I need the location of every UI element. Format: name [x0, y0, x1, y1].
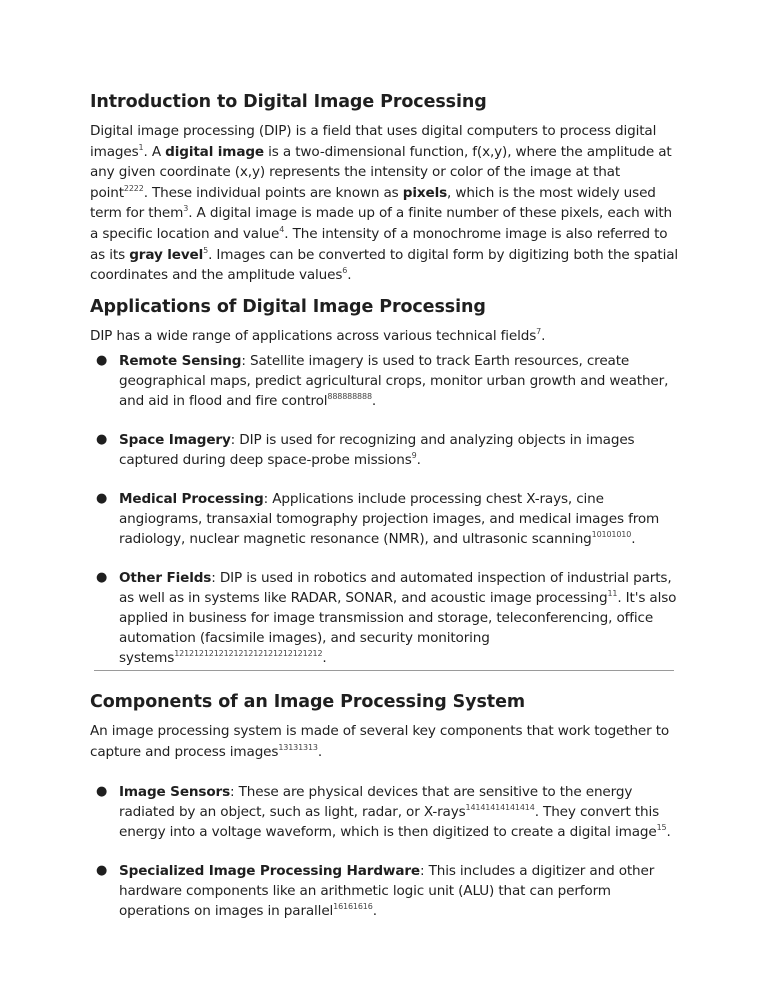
document-page-bottom	[90, 692, 680, 940]
text-run: . A	[143, 143, 166, 160]
text-run: is a two-dimensional function, f(x,y), where the amplitude at any given coordinate (x,y) represents the intensity or color of the image at that point	[90, 143, 672, 201]
list-item	[90, 430, 680, 470]
text-run: .	[541, 327, 546, 344]
footnote-ref[interactable]: 5	[203, 245, 209, 255]
text-run: . Images can be converted to digital form by digitizing both the spatial coordinates and the amplitude values	[90, 246, 679, 284]
bold-term: Other Fields	[119, 570, 212, 587]
list-item	[90, 351, 680, 411]
footnote-ref[interactable]: 888888888	[327, 392, 372, 402]
text-run: : This includes a digitizer and other hardware components like an arithmetic logic unit (ALU) that can perform operations on images in parallel	[119, 863, 655, 920]
footnote-ref[interactable]: 121212121212121212121212121212	[174, 649, 323, 659]
bullet-icon: ●	[96, 570, 108, 586]
list-item	[90, 568, 680, 668]
bullet-icon: ●	[96, 863, 108, 879]
introduction-paragraph	[90, 121, 680, 286]
applications-list	[90, 351, 680, 668]
applications-intro	[90, 326, 680, 347]
document-page-top	[90, 86, 680, 668]
text-run: . These individual points are known as	[143, 184, 403, 201]
text-run: They convert this energy into a voltage waveform, which is then digitized to create a digital image	[119, 804, 660, 841]
bullet-icon: ●	[96, 784, 108, 800]
footnote-ref[interactable]: 4	[279, 224, 285, 234]
footnote-ref[interactable]: 2222	[123, 183, 144, 193]
text-run: It's also applied in business for image transmission and storage, teleconferencing, office automation (facsimile images), and security monitoring systems	[119, 590, 677, 667]
text-run: . The intensity of a monochrome image is also referred to as its	[90, 225, 668, 263]
bold-term: Remote Sensing	[119, 353, 242, 370]
footnote-ref[interactable]: 10101010	[591, 530, 632, 540]
footnote-ref[interactable]: 1	[138, 142, 144, 152]
footnote-ref[interactable]: 3	[183, 204, 189, 214]
footnote-ref[interactable]: 16161616	[333, 902, 373, 912]
text-run: .	[631, 531, 636, 548]
section-title-applications: Applications of Digital Image Processing	[90, 296, 486, 317]
text-run: .	[322, 650, 327, 667]
bullet-icon: ●	[96, 353, 108, 369]
list-item	[90, 861, 680, 921]
text-run: .	[534, 804, 539, 821]
text-run: DIP has a wide range of applications across various technical fields	[90, 327, 537, 344]
bold-term: Medical Processing	[119, 491, 264, 508]
text-run: , which is the most widely used term for them	[90, 184, 656, 222]
bold-term: Specialized Image Processing Hardware	[119, 863, 420, 880]
text-run: : DIP is used for recognizing and analyzing objects in images captured during deep space-probe missions	[119, 432, 635, 469]
components-list	[90, 782, 680, 921]
footnote-ref[interactable]: 7	[536, 326, 542, 336]
bold-term: digital image	[165, 143, 264, 160]
bold-term: Image Sensors	[119, 784, 231, 801]
text-run: Digital image processing (DIP) is a field that uses digital computers to process digital images	[90, 123, 657, 160]
footnote-ref[interactable]: 9	[411, 451, 417, 461]
text-run: : These are physical devices that are sensitive to the energy radiated by an object, such as light, radar, or X-rays	[119, 784, 633, 821]
footnote-ref[interactable]: 14141414141414	[465, 803, 535, 813]
text-run: .	[617, 590, 622, 607]
text-run: .	[666, 824, 671, 841]
text-run: .	[416, 452, 421, 469]
text-run: .	[317, 743, 323, 760]
text-run: : DIP is used in robotics and automated inspection of industrial parts, as well as in systems like RADAR, SONAR, and acoustic image processing	[119, 570, 672, 607]
footnote-ref[interactable]: 6	[342, 266, 348, 276]
text-run: .	[371, 393, 377, 410]
text-run: .	[372, 903, 377, 920]
text-run: . A digital image is made up of a finite number of these pixels, each with a specific location and value	[90, 205, 672, 242]
bold-term: gray level	[129, 246, 204, 263]
text-run: An image processing system is made of several key components that work together to capture and process images	[90, 723, 670, 760]
footnote-ref[interactable]: 13131313	[278, 742, 318, 752]
bullet-icon: ●	[96, 491, 108, 507]
text-run: .	[347, 267, 352, 284]
components-intro	[90, 721, 680, 762]
section-title-introduction: Introduction to Digital Image Processing	[90, 92, 487, 112]
footnote-ref[interactable]: 11	[607, 589, 618, 599]
horizontal-divider	[94, 670, 674, 671]
section-title-components: Components of an Image Processing System	[90, 692, 525, 712]
bold-term: Space Imagery	[119, 432, 231, 449]
text-run: : Applications include processing chest X-rays, cine angiograms, transaxial tomography projection images, and medical images from radiology, nuclear magnetic resonance (NMR), and ultrasonic scanning	[119, 491, 660, 548]
bold-term: pixels	[402, 184, 448, 201]
list-item	[90, 782, 680, 842]
bullet-icon: ●	[96, 432, 108, 448]
footnote-ref[interactable]: 15	[656, 823, 667, 833]
list-item	[90, 489, 680, 549]
text-run: : Satellite imagery is used to track Earth resources, create geographical maps, predict agricultural crops, monitor urban growth and weather, and aid in flood and fire control	[119, 353, 669, 410]
